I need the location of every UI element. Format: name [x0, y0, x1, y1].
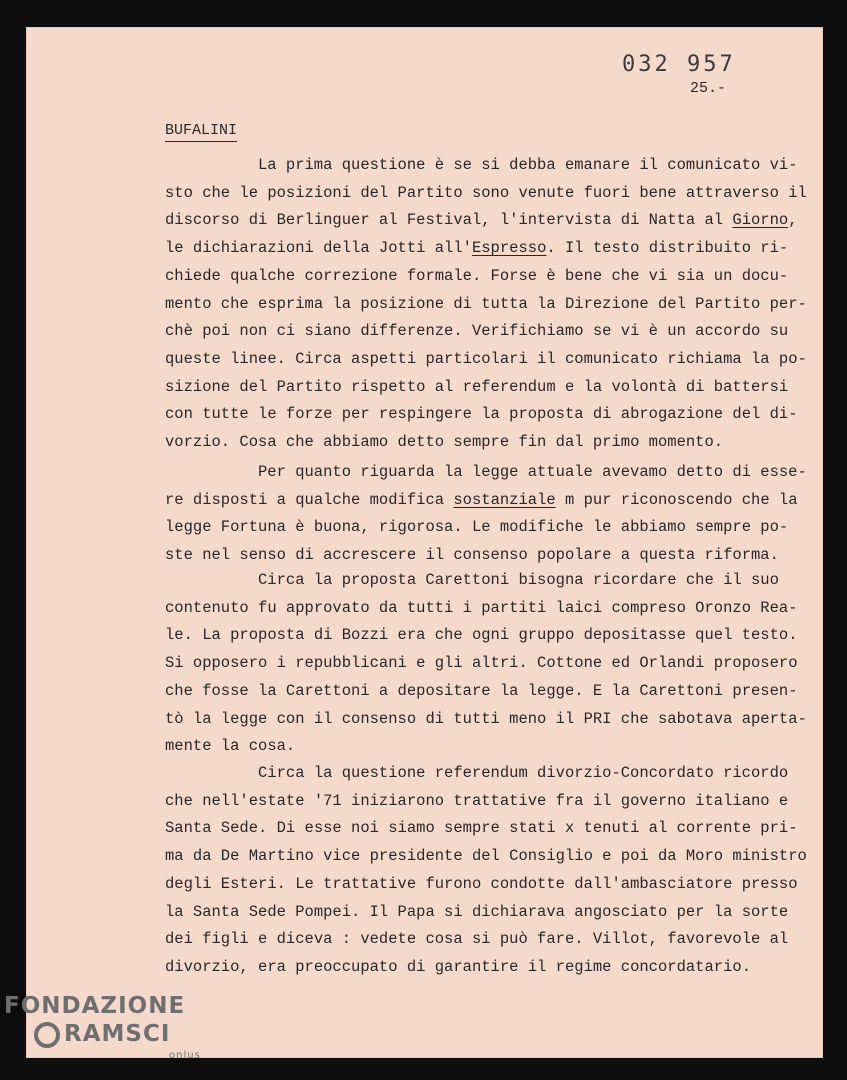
paragraph-2	[165, 459, 817, 570]
text-line: le dichiarazioni della Jotti all'Espresso. Il testo distribuito ri-	[165, 239, 789, 258]
text-line: Si opposero i repubblicani e gli altri. Cottone ed Orlandi proposero	[165, 654, 798, 673]
text-line: Circa la questione referendum divorzio-Concordato ricordo	[258, 764, 789, 782]
underlined-title: Giorno	[732, 211, 789, 230]
text-line: chè poi non ci siano differenze. Verifichiamo se vi è un accordo su	[165, 322, 789, 341]
text-line: legge Fortuna è buona, rigorosa. Le modifiche le abbiamo sempre po-	[165, 518, 789, 537]
page-number: 25.-	[690, 80, 727, 97]
text-line: queste linee. Circa aspetti particolari il comunicato richiama la po-	[165, 349, 807, 368]
text-line: ste nel senso di accrescere il consenso popolare a questa riforma.	[165, 546, 779, 565]
text-line: La prima questione è se si debba emanare il comunicato vi-	[258, 156, 798, 174]
text-line: sizione del Partito rispetto al referendum e la volontà di battersi	[165, 377, 789, 396]
fondazione-gramsci-watermark	[4, 992, 201, 1070]
text-line: re disposti a qualche modifica sostanziale m pur riconoscendo che la	[165, 490, 798, 509]
text-line: Circa la proposta Carettoni bisogna ricordare che il suo	[258, 571, 779, 589]
text-line: degli Esteri. Le trattative furono condotte dall'ambasciatore presso	[165, 874, 798, 893]
text-line: chiede qualche correzione formale. Forse è bene che vi sia un docu-	[165, 266, 789, 285]
watermark-line-1: FONDAZIONE	[4, 993, 186, 1019]
paragraph-1	[165, 152, 817, 457]
text-line: ma da De Martino vice presidente del Consiglio e poi da Moro ministro	[165, 847, 807, 866]
text-line: sto che le posizioni del Partito sono venute fuori bene attraverso il	[165, 183, 807, 202]
text-line: contenuto fu approvato da tutti i partiti laici compreso Oronzo Rea-	[165, 598, 798, 617]
text-line: la Santa Sede Pompei. Il Papa si dichiarava angosciato per la sorte	[165, 902, 789, 921]
text-line: Per quanto riguarda la legge attuale avevamo detto di esse-	[258, 463, 807, 481]
text-line: mente la cosa.	[165, 737, 296, 756]
paragraph-4	[165, 760, 817, 982]
text-line: che nell'estate '71 iniziarono trattative fra il governo italiano e	[165, 791, 789, 810]
speaker-heading: BUFALINI	[165, 122, 237, 142]
paragraph-3	[165, 567, 817, 761]
text-line: le. La proposta di Bozzi era che ogni gruppo depositasse quel testo.	[165, 626, 798, 645]
watermark-onlus: onlus	[169, 1050, 201, 1061]
text-line: che fosse la Carettoni a depositare la legge. E la Carettoni presen-	[165, 681, 798, 700]
text-line: divorzio, era preoccupato di garantire il regime concordatario.	[165, 957, 751, 976]
underlined-title: Espresso	[471, 239, 547, 258]
text-line: dei figli e diceva : vedete cosa si può fare. Villot, favorevole al	[165, 930, 789, 949]
text-line: vorzio. Cosa che abbiamo detto sempre fin dal primo momento.	[165, 433, 724, 452]
watermark-line-2: RAMSCI	[34, 1021, 170, 1047]
gramsci-logo-icon	[34, 1022, 60, 1048]
text-line: tò la legge con il consenso di tutti meno il PRI che sabotava aperta-	[165, 709, 807, 728]
archive-number: 032 957	[622, 52, 736, 77]
underlined-word: sostanziale	[453, 490, 556, 509]
text-line: discorso di Berlinguer al Festival, l'intervista di Natta al Giorno,	[165, 211, 798, 230]
text-line: mento che esprima la posizione di tutta la Direzione del Partito per-	[165, 294, 807, 313]
text-line: Santa Sede. Di esse noi siamo sempre stati x tenuti al corrente pri-	[165, 819, 798, 838]
text-line: con tutte le forze per respingere la proposta di abrogazione del di-	[165, 405, 798, 424]
